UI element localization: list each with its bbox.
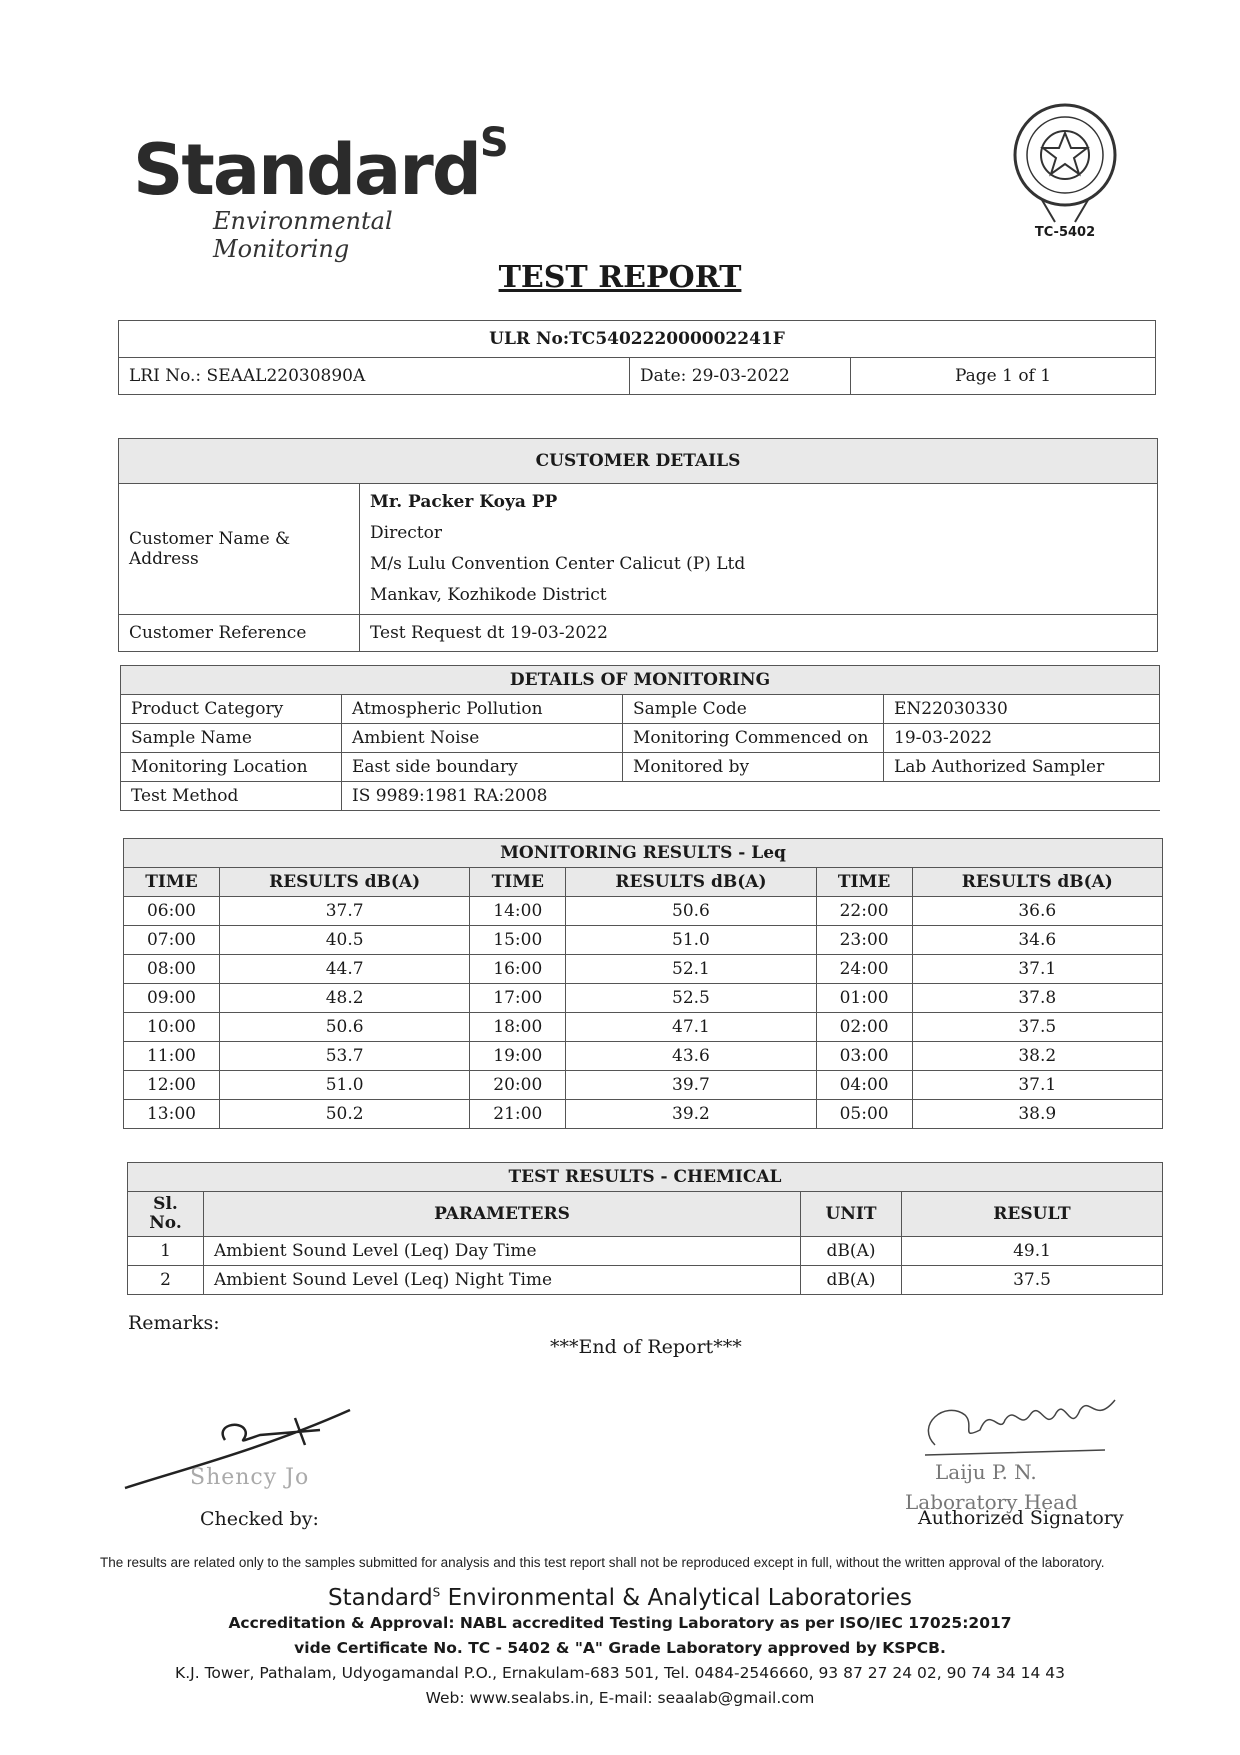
col-result: RESULTS dB(A) <box>219 868 469 897</box>
result-value: 37.7 <box>219 897 469 926</box>
monitoring-label: Monitoring Location <box>121 753 342 782</box>
ulr-number: ULR No:TC540222000002241F <box>119 321 1156 358</box>
chem-sl: 2 <box>128 1266 204 1295</box>
result-value: 50.6 <box>219 1013 469 1042</box>
col-time: TIME <box>124 868 220 897</box>
result-row <box>124 984 1163 1013</box>
result-value: 51.0 <box>566 926 816 955</box>
report-title: TEST REPORT <box>498 260 742 295</box>
chem-sl: 1 <box>128 1237 204 1266</box>
test-method: IS 9989:1981 RA:2008 <box>342 782 1160 811</box>
seal-emblem-icon <box>1000 100 1130 225</box>
logo-wordmark: Standard$^S$ <box>133 120 507 211</box>
result-value: 37.5 <box>912 1013 1162 1042</box>
result-time: 06:00 <box>124 897 220 926</box>
result-value: 40.5 <box>219 926 469 955</box>
chem-parameter: Ambient Sound Level (Leq) Night Time <box>204 1266 801 1295</box>
result-row <box>124 1042 1163 1071</box>
result-row <box>124 897 1163 926</box>
result-value: 39.2 <box>566 1100 816 1129</box>
lri-number: LRI No.: SEAAL22030890A <box>119 358 630 395</box>
customer-reference: Test Request dt 19-03-2022 <box>360 615 1158 652</box>
accreditation-seal <box>1000 100 1130 245</box>
report-date: Date: 29-03-2022 <box>630 358 851 395</box>
result-value: 37.1 <box>912 1071 1162 1100</box>
monitoring-results-body <box>124 897 1163 1129</box>
col-sl-no: Sl. No. <box>128 1192 204 1237</box>
chem-parameter: Ambient Sound Level (Leq) Day Time <box>204 1237 801 1266</box>
result-time: 16:00 <box>470 955 566 984</box>
remarks-label: Remarks: <box>128 1312 220 1334</box>
customer-details-header: CUSTOMER DETAILS <box>119 439 1158 484</box>
result-time: 24:00 <box>816 955 912 984</box>
result-time: 17:00 <box>470 984 566 1013</box>
result-row <box>124 926 1163 955</box>
checked-by-label: Checked by: <box>200 1508 319 1530</box>
customer-line: M/s Lulu Convention Center Calicut (P) Ltd <box>370 554 746 574</box>
result-time: 02:00 <box>816 1013 912 1042</box>
monitoring-value: EN22030330 <box>884 695 1160 724</box>
customer-reference-label: Customer Reference <box>119 615 360 652</box>
result-time: 14:00 <box>470 897 566 926</box>
result-value: 52.1 <box>566 955 816 984</box>
footer-line: Web: www.sealabs.in, E-mail: seaalab@gmail.com <box>425 1689 815 1707</box>
result-value: 51.0 <box>219 1071 469 1100</box>
chem-unit: dB(A) <box>801 1237 902 1266</box>
customer-details-table <box>118 438 1158 652</box>
monitoring-details-table <box>120 665 1160 811</box>
footer-line: K.J. Tower, Pathalam, Udyogamandal P.O., Ernakulam-683 501, Tel. 0484-2546660, 93 87 27 24 02, 90 74 34 14 43 <box>175 1664 1065 1682</box>
result-value: 44.7 <box>219 955 469 984</box>
logo-tagline: Environmental Monitoring <box>213 207 393 263</box>
monitoring-label: Product Category <box>121 695 342 724</box>
result-row <box>124 1013 1163 1042</box>
monitoring-results-header: MONITORING RESULTS - Leq <box>124 839 1163 868</box>
result-value: 36.6 <box>912 897 1162 926</box>
result-value: 53.7 <box>219 1042 469 1071</box>
monitoring-value: Ambient Noise <box>342 724 623 753</box>
result-time: 21:00 <box>470 1100 566 1129</box>
result-value: 47.1 <box>566 1013 816 1042</box>
seal-code: TC-5402 <box>1034 225 1096 240</box>
monitoring-label: Monitoring Commenced on <box>623 724 884 753</box>
customer-name-label: Customer Name & Address <box>119 484 360 615</box>
result-time: 01:00 <box>816 984 912 1013</box>
result-row <box>124 955 1163 984</box>
result-value: 52.5 <box>566 984 816 1013</box>
result-time: 19:00 <box>470 1042 566 1071</box>
col-result: RESULTS dB(A) <box>912 868 1162 897</box>
col-time: TIME <box>816 868 912 897</box>
checker-name-stamp: Shency Jo <box>190 1465 310 1490</box>
ulr-table <box>118 320 1156 395</box>
result-time: 22:00 <box>816 897 912 926</box>
customer-address-cell <box>360 484 1158 615</box>
result-time: 18:00 <box>470 1013 566 1042</box>
signatory-role: Laboratory Head <box>905 1490 1078 1514</box>
result-value: 34.6 <box>912 926 1162 955</box>
result-time: 12:00 <box>124 1071 220 1100</box>
result-time: 05:00 <box>816 1100 912 1129</box>
customer-line: Mankav, Kozhikode District <box>370 585 607 605</box>
result-value: 37.8 <box>912 984 1162 1013</box>
monitoring-value: East side boundary <box>342 753 623 782</box>
chemical-results-header: TEST RESULTS - CHEMICAL <box>128 1163 1163 1192</box>
signatory-title: Authorized Signatory <box>918 1507 1124 1529</box>
chem-unit: dB(A) <box>801 1266 902 1295</box>
result-value: 50.6 <box>566 897 816 926</box>
result-time: 04:00 <box>816 1071 912 1100</box>
chem-result: 37.5 <box>902 1266 1163 1295</box>
result-time: 09:00 <box>124 984 220 1013</box>
result-value: 43.6 <box>566 1042 816 1071</box>
col-result: RESULT <box>902 1192 1163 1237</box>
disclaimer: The results are related only to the samples submitted for analysis and this test report shall not be reproduced except in full, without the written approval of the laboratory. <box>100 1555 1105 1570</box>
monitoring-results-table <box>123 838 1163 1129</box>
result-time: 03:00 <box>816 1042 912 1071</box>
result-time: 13:00 <box>124 1100 220 1129</box>
result-time: 23:00 <box>816 926 912 955</box>
result-time: 15:00 <box>470 926 566 955</box>
customer-name: Mr. Packer Koya PP <box>370 492 558 512</box>
company-logo <box>133 120 513 263</box>
signatory-name: Laiju P. N. <box>935 1460 1037 1484</box>
test-method-label: Test Method <box>121 782 342 811</box>
end-of-report: ***End of Report*** <box>550 1336 742 1358</box>
col-time: TIME <box>470 868 566 897</box>
result-value: 48.2 <box>219 984 469 1013</box>
col-unit: UNIT <box>801 1192 902 1237</box>
result-time: 08:00 <box>124 955 220 984</box>
monitoring-label: Monitored by <box>623 753 884 782</box>
result-time: 11:00 <box>124 1042 220 1071</box>
col-result: RESULTS dB(A) <box>566 868 816 897</box>
result-value: 37.1 <box>912 955 1162 984</box>
chem-result: 49.1 <box>902 1237 1163 1266</box>
result-value: 38.2 <box>912 1042 1162 1071</box>
monitoring-value: 19-03-2022 <box>884 724 1160 753</box>
monitoring-value: Atmospheric Pollution <box>342 695 623 724</box>
chemical-results-table <box>127 1162 1163 1295</box>
footer-line: vide Certificate No. TC - 5402 & "A" Grade Laboratory approved by KSPCB. <box>294 1639 946 1657</box>
monitoring-label: Sample Name <box>121 724 342 753</box>
col-parameters: PARAMETERS <box>204 1192 801 1237</box>
result-row <box>124 1100 1163 1129</box>
customer-line: Director <box>370 523 442 543</box>
monitoring-details-header: DETAILS OF MONITORING <box>121 666 1160 695</box>
footer <box>0 1585 1240 1711</box>
result-value: 38.9 <box>912 1100 1162 1129</box>
footer-title: Standard$^S$ Environmental & Analytical Laboratories <box>328 1585 912 1611</box>
result-time: 20:00 <box>470 1071 566 1100</box>
page-count: Page 1 of 1 <box>851 358 1156 395</box>
monitoring-value: Lab Authorized Sampler <box>884 753 1160 782</box>
footer-line: Accreditation & Approval: NABL accredited Testing Laboratory as per ISO/IEC 17025:2017 <box>228 1614 1012 1632</box>
result-time: 10:00 <box>124 1013 220 1042</box>
result-time: 07:00 <box>124 926 220 955</box>
result-value: 50.2 <box>219 1100 469 1129</box>
result-value: 39.7 <box>566 1071 816 1100</box>
result-row <box>124 1071 1163 1100</box>
monitoring-label: Sample Code <box>623 695 884 724</box>
